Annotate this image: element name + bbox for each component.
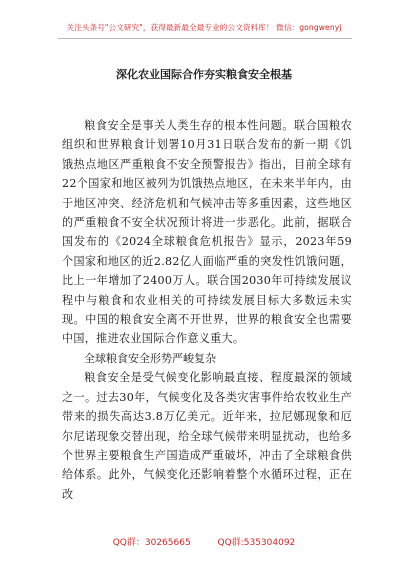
footer-qq-group-2: QQ群:535304092	[217, 538, 296, 548]
footer-qq-group-1: QQ群：30265665	[112, 538, 191, 548]
body-paragraph: 粮食安全是受气候变化影响最直接、程度最深的领域之一。过去30年，气候变化及各类灾害事件给农牧业生产带来的损失高达3.8万亿美元。近年来，拉尼娜现象和厄尔尼诺现象交替出现，给全球气候带来明显扰动，也给多个世界主要粮食生产国造成严重破坏，冲击了全球粮食供给体系。此外，气候变化还影响着整个水循环过程，正在改	[62, 371, 352, 501]
document-body	[62, 116, 352, 504]
section-heading: 全球粮食安全形势严峻复杂	[84, 351, 216, 365]
header-notice: 关注头条号"公文研究"，获得最新最全最专业的公文资料库！ 微信：gongwenyj	[66, 23, 342, 32]
document-title: 深化农业国际合作夯实粮食安全根基	[116, 68, 292, 81]
body-paragraph: 粮食安全是事关人类生存的根本性问题。联合国粮农组织和世界粮食计划署10月31日联合发布的新一期《饥饿热点地区严重粮食不安全预警报告》指出，目前全球有22个国家和地区被列为饥饿热点地区，在未来半年内，由于地区冲突、经济危机和气候冲击等多重因素，这些地区的严重粮食不安全状况预计将进一步恶化。此前，据联合国发布的《2024全球粮食危机报告》显示，2023年59个国家和地区的近2.82亿人面临严重的突发性饥饿问题，比上一年增加了2400万人。联合国2030年可持续发展议程中与粮食和农业相关的可持续发展目标大多数远未实现。中国的粮食安全离不开世界，世界的粮食安全也需要中国，推进农业国际合作意义重大。	[62, 119, 352, 346]
footer-contact	[0, 535, 408, 548]
header-divider	[58, 38, 352, 39]
